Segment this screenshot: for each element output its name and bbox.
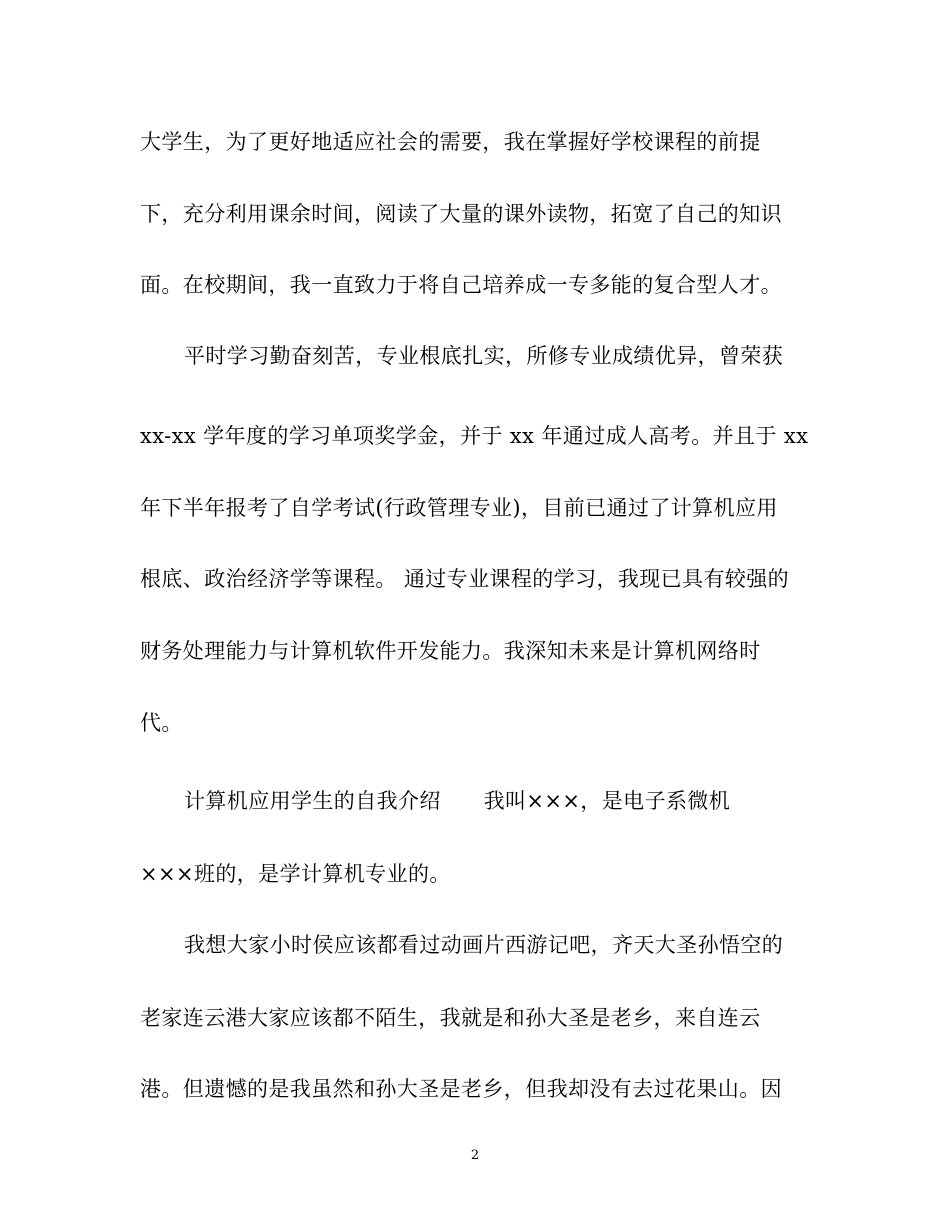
text-line: 年下半年报考了自学考试(行政管理专业)，目前已通过了计算机应用 <box>140 496 778 520</box>
paragraph-first-line: 我想大家小时侯应该都看过动画片西游记吧，齐天大圣孙悟空的 <box>184 933 784 957</box>
text-line: ×××班的，是学计算机专业的。 <box>140 862 451 886</box>
text-line: 根底、政治经济学等课程。 通过专业课程的学习，我现已具有较强的 <box>140 567 790 591</box>
text-line: xx-xx 学年度的学习单项奖学金，并于 xx 年通过成人高考。并且于 xx <box>140 424 809 448</box>
text-line: 港。但遗憾的是我虽然和孙大圣是老乡，但我却没有去过花果山。因 <box>140 1077 782 1101</box>
text-line: 老家连云港大家应该都不陌生，我就是和孙大圣是老乡，来自连云 <box>140 1006 761 1030</box>
text-line: 下，充分利用课余时间，阅读了大量的课外读物，拓宽了自己的知识 <box>140 202 782 226</box>
text-line: 面。在校期间，我一直致力于将自己培养成一专多能的复合型人才。 <box>140 273 782 297</box>
text-line: 大学生，为了更好地适应社会的需要，我在掌握好学校课程的前提 <box>140 130 761 154</box>
text-line: 代。 <box>140 711 183 735</box>
text-line: 财务处理能力与计算机软件开发能力。我深知未来是计算机网络时 <box>140 639 761 663</box>
paragraph-first-line: 平时学习勤奋刻苦，专业根底扎实，所修专业成绩优异，曾荣获 <box>184 344 784 368</box>
section-heading-line: 计算机应用学生的自我介绍 我叫×××，是电子系微机 <box>184 789 731 813</box>
page-number: 2 <box>470 1148 480 1163</box>
